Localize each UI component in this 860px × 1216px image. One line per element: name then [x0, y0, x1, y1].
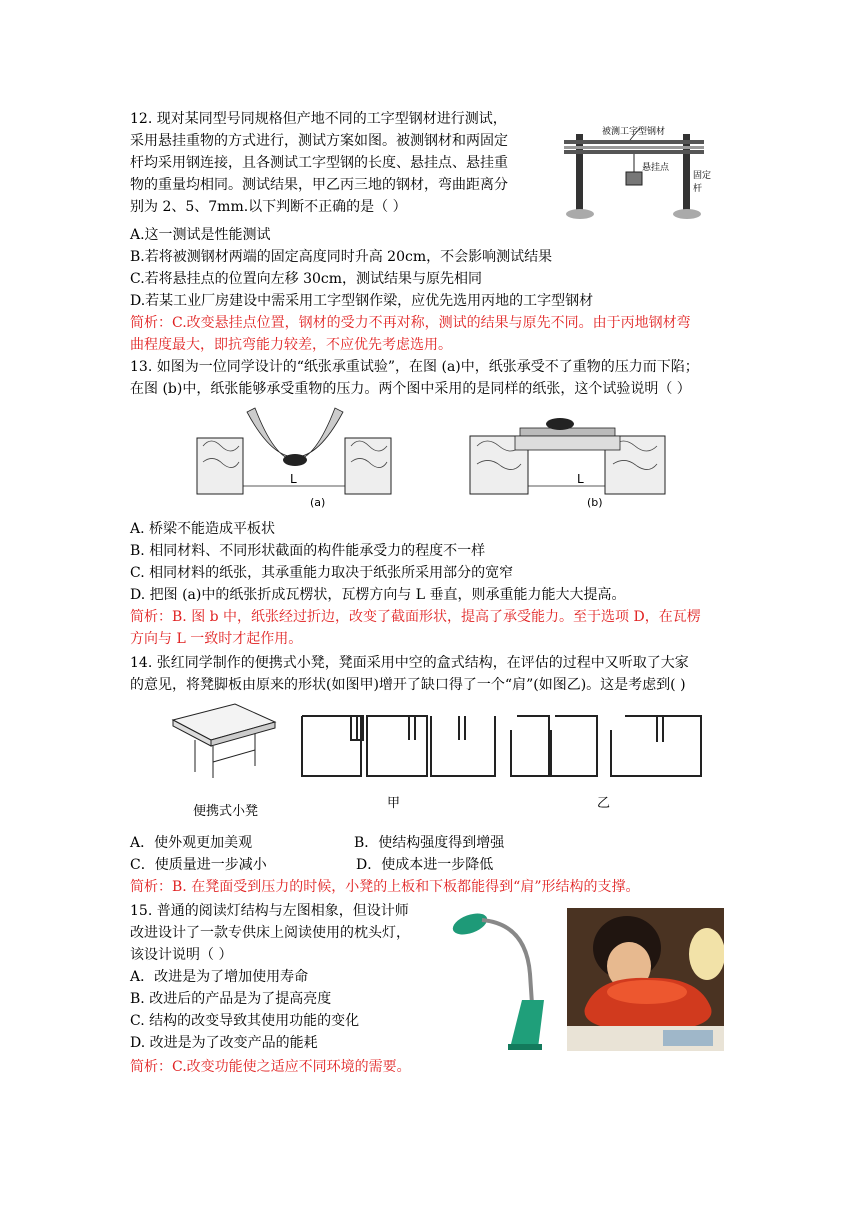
q14-option-d: D．使成本进一步降低 — [356, 857, 494, 873]
q14-caption-jia: 甲 — [387, 796, 401, 811]
q14-option-c: C．使质量进一步减小 — [130, 857, 267, 873]
q15-pillow-lamp-photo — [567, 908, 724, 1051]
q12-analysis-line-2: 曲程度最大，即抗弯能力较差，不应优先考虑选用。 — [130, 337, 452, 353]
q13-option-c: C. 相同材料的纸张，其承重能力取决于纸张所采用部分的宽窄 — [130, 565, 514, 581]
q12-stem-line-3: 杆均采用钢连接，且各测试工字型钢的长度、悬挂点、悬挂重 — [130, 155, 508, 171]
q13-analysis-line-2: 方向与 L 一致时才起作用。 — [130, 631, 303, 647]
q13-label-l-b: L — [577, 472, 584, 486]
q12-analysis-line-1: 简析：C.改变悬挂点位置，钢材的受力不再对称，测试的结果与原先不同。由于丙地钢材弯 — [130, 315, 691, 331]
q14-caption-yi: 乙 — [597, 796, 611, 811]
q15-stem-line-3: 该设计说明（ ） — [130, 947, 233, 963]
q15-option-a: A．改进是为了增加使用寿命 — [130, 969, 309, 985]
q13-paper-load-figure — [195, 402, 715, 514]
q14-stem-line-2: 的意见，将凳脚板由原来的形状(如图甲)增开了缺口得了一个“肩”(如图乙)。这是考虑到( ) — [130, 677, 686, 693]
q12-option-b: B.若将被测钢材两端的固定高度同时升高 20cm，不会影响测试结果 — [130, 249, 553, 265]
q12-option-a: A.这一测试是性能测试 — [130, 227, 271, 243]
q13-label-l-a: L — [290, 472, 297, 486]
q12-steel-test-figure — [560, 116, 712, 224]
q13-option-b: B. 相同材料、不同形状截面的构件能承受力的程度不一样 — [130, 543, 486, 559]
q13-caption-b: (b) — [587, 496, 603, 509]
q14-stool-figure — [165, 700, 705, 820]
q14-analysis: 简析：B. 在凳面受到压力的时候，小凳的上板和下板都能得到“肩”形结构的支撑。 — [130, 879, 640, 895]
q15-analysis: 简析：C.改变功能使之适应不同环境的需要。 — [130, 1059, 411, 1075]
q12-label-rod: 固定杆 — [693, 171, 712, 194]
q15-stem-line-1: 15. 普通的阅读灯结构与左图相象，但设计师 — [130, 903, 409, 919]
q13-stem-line-1: 13. 如图为一位同学设计的“纸张承重试验”，在图 (a)中，纸张承受不了重物的压力而下陷； — [130, 359, 699, 375]
q12-option-d: D.若某工业厂房建设中需采用工字型钢作梁，应优先选用丙地的工字型钢材 — [130, 293, 594, 309]
q14-option-b: B．使结构强度得到增强 — [354, 835, 505, 851]
q12-label-point: 悬挂点 — [642, 163, 670, 173]
q12-stem-line-1: 12. 现对某同型号同规格但产地不同的工字型钢材进行测试， — [130, 111, 507, 127]
q14-stem-line-1: 14. 张红同学制作的便携式小凳，凳面采用中空的盒式结构，在评估的过程中又听取了大家 — [130, 655, 689, 671]
q15-option-c: C. 结构的改变导致其使用功能的变化 — [130, 1013, 360, 1029]
q12-stem-line-5: 别为 2、5、7mm.以下判断不正确的是（ ） — [130, 199, 407, 215]
q15-stem-line-2: 改进设计了一款专供床上阅读使用的枕头灯， — [130, 925, 410, 941]
q12-option-c: C.若将悬挂点的位置向左移 30cm，测试结果与原先相同 — [130, 271, 483, 287]
q13-option-d: D. 把图 (a)中的纸张折成瓦楞状，瓦楞方向与 L 垂直，则承重能力能大大提高。 — [130, 587, 626, 603]
q14-caption-stool: 便携式小凳 — [193, 804, 259, 819]
q14-option-a: A．使外观更加美观 — [130, 835, 253, 851]
q12-stem-line-4: 物的重量均相同。测试结果，甲乙丙三地的钢材，弯曲距离分 — [130, 177, 508, 193]
q12-label-beam: 被测工字型钢材 — [602, 127, 666, 137]
q12-stem-line-2: 采用悬挂重物的方式进行，测试方案如图。被测钢材和两固定 — [130, 133, 508, 149]
q13-analysis-line-1: 简析：B. 图 b 中，纸张经过折边，改变了截面形状，提高了承受能力。至于选项 D，在瓦楞 — [130, 609, 701, 625]
q15-option-d: D. 改进是为了改变产品的能耗 — [130, 1035, 318, 1051]
q15-desk-lamp-figure — [448, 904, 548, 1054]
q15-option-b: B. 改进后的产品是为了提高亮度 — [130, 991, 332, 1007]
q13-caption-a: (a) — [310, 496, 326, 509]
q13-stem-line-2: 在图 (b)中，纸张能够承受重物的压力。两个图中采用的是同样的纸张，这个试验说明（ ） — [130, 381, 691, 397]
q13-option-a: A. 桥梁不能造成平板状 — [130, 521, 276, 537]
